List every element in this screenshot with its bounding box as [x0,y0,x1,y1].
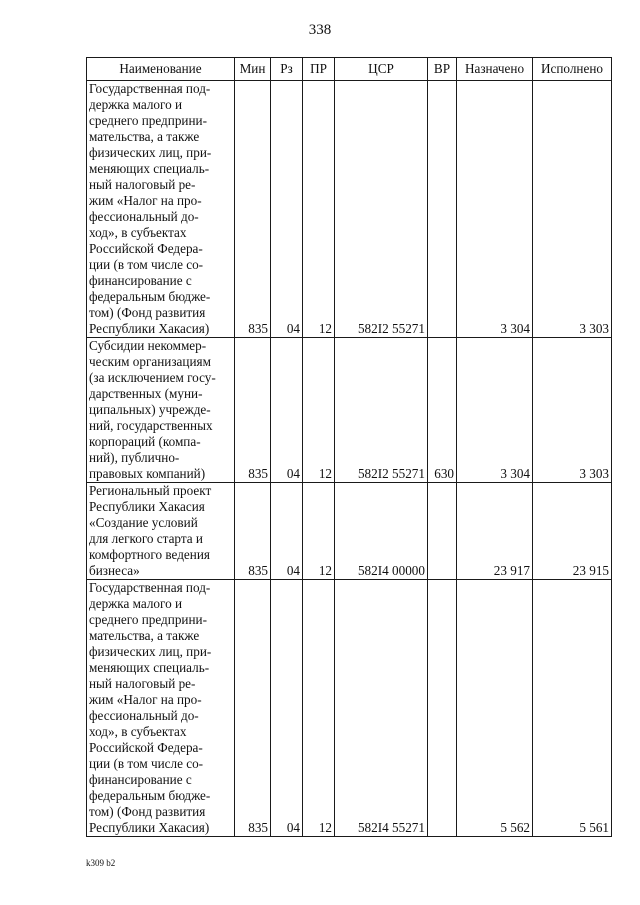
name-line: жим «Налог на про- [89,193,202,208]
header-vr: ВР [428,58,457,81]
budget-table [86,57,612,837]
name-line: ход», в субъектах [89,225,187,240]
cell-executed: 3 303 [533,338,612,483]
name-line: том) (Фонд развития [89,305,206,320]
name-line: меняющих специаль- [89,660,210,675]
footer-code: k309 b2 [86,858,116,868]
name-line: Республики Хакасия) [89,321,210,336]
row-name-cell [87,483,235,580]
cell-min: 835 [235,483,271,580]
header-assigned: Назначено [457,58,533,81]
cell-csr: 582I4 00000 [335,483,428,580]
name-line: правовых компаний) [89,466,206,481]
cell-vr [428,580,457,837]
name-line: фессиональный до- [89,708,199,723]
name-line: ход», в субъектах [89,724,187,739]
name-line: для легкого старта и [89,531,203,546]
name-line: Российской Федера- [89,241,203,256]
name-line: (за исключением госу- [89,370,216,385]
name-line: ции (в том числе со- [89,257,204,272]
table-body [87,81,612,837]
cell-assigned: 5 562 [457,580,533,837]
name-line: корпораций (компа- [89,434,201,449]
name-line: дарственных (муни- [89,386,203,401]
name-line: жим «Налог на про- [89,692,202,707]
name-line: федеральным бюдже- [89,289,211,304]
name-line: держка малого и [89,596,183,611]
name-line: ный налоговый ре- [89,676,196,691]
table-row [87,81,612,338]
name-line: бизнеса» [89,563,140,578]
cell-rz: 04 [271,338,303,483]
name-line: среднего предприни- [89,113,207,128]
cell-pr: 12 [303,483,335,580]
table-row [87,338,612,483]
cell-vr: 630 [428,338,457,483]
cell-rz: 04 [271,81,303,338]
name-line: том) (Фонд развития [89,804,206,819]
name-line: ний), публично- [89,450,180,465]
name-line: Государственная под- [89,81,211,96]
name-line: ный налоговый ре- [89,177,196,192]
cell-min: 835 [235,81,271,338]
header-min: Мин [235,58,271,81]
cell-assigned: 23 917 [457,483,533,580]
cell-assigned: 3 304 [457,81,533,338]
name-line: Республики Хакасия [89,499,205,514]
table-header-row [87,58,612,81]
table-row [87,483,612,580]
cell-executed: 3 303 [533,81,612,338]
name-line: физических лиц, при- [89,644,212,659]
name-line: ципальных) учрежде- [89,402,211,417]
cell-executed: 5 561 [533,580,612,837]
cell-csr: 582I2 55271 [335,81,428,338]
cell-rz: 04 [271,483,303,580]
name-line: финансирование с [89,772,192,787]
name-line: Государственная под- [89,580,211,595]
row-name-cell [87,338,235,483]
name-line: Региональный проект [89,483,212,498]
cell-pr: 12 [303,338,335,483]
cell-pr: 12 [303,81,335,338]
name-line: мательства, а также [89,628,200,643]
name-line: меняющих специаль- [89,161,210,176]
cell-vr [428,483,457,580]
row-name-cell [87,580,235,837]
header-pr: ПР [303,58,335,81]
name-line: Субсидии некоммер- [89,338,207,353]
name-line: мательства, а также [89,129,200,144]
header-name: Наименование [87,58,235,81]
header-executed: Исполнено [533,58,612,81]
name-line: Российской Федера- [89,740,203,755]
name-line: физических лиц, при- [89,145,212,160]
name-line: Республики Хакасия) [89,820,210,835]
cell-rz: 04 [271,580,303,837]
page-number: 338 [308,22,332,38]
name-line: финансирование с [89,273,192,288]
cell-csr: 582I4 55271 [335,580,428,837]
name-line: фессиональный до- [89,209,199,224]
name-line: ний, государственных [89,418,213,433]
name-line: ческим организациям [89,354,211,369]
header-csr: ЦСР [335,58,428,81]
cell-min: 835 [235,338,271,483]
cell-pr: 12 [303,580,335,837]
name-line: ции (в том числе со- [89,756,204,771]
cell-min: 835 [235,580,271,837]
name-line: среднего предприни- [89,612,207,627]
name-line: комфортного ведения [89,547,210,562]
name-line: держка малого и [89,97,183,112]
cell-executed: 23 915 [533,483,612,580]
name-line: федеральным бюдже- [89,788,211,803]
cell-assigned: 3 304 [457,338,533,483]
header-rz: Рз [271,58,303,81]
cell-vr [428,81,457,338]
cell-csr: 582I2 55271 [335,338,428,483]
table-row [87,580,612,837]
name-line: «Создание условий [89,515,198,530]
row-name-cell [87,81,235,338]
